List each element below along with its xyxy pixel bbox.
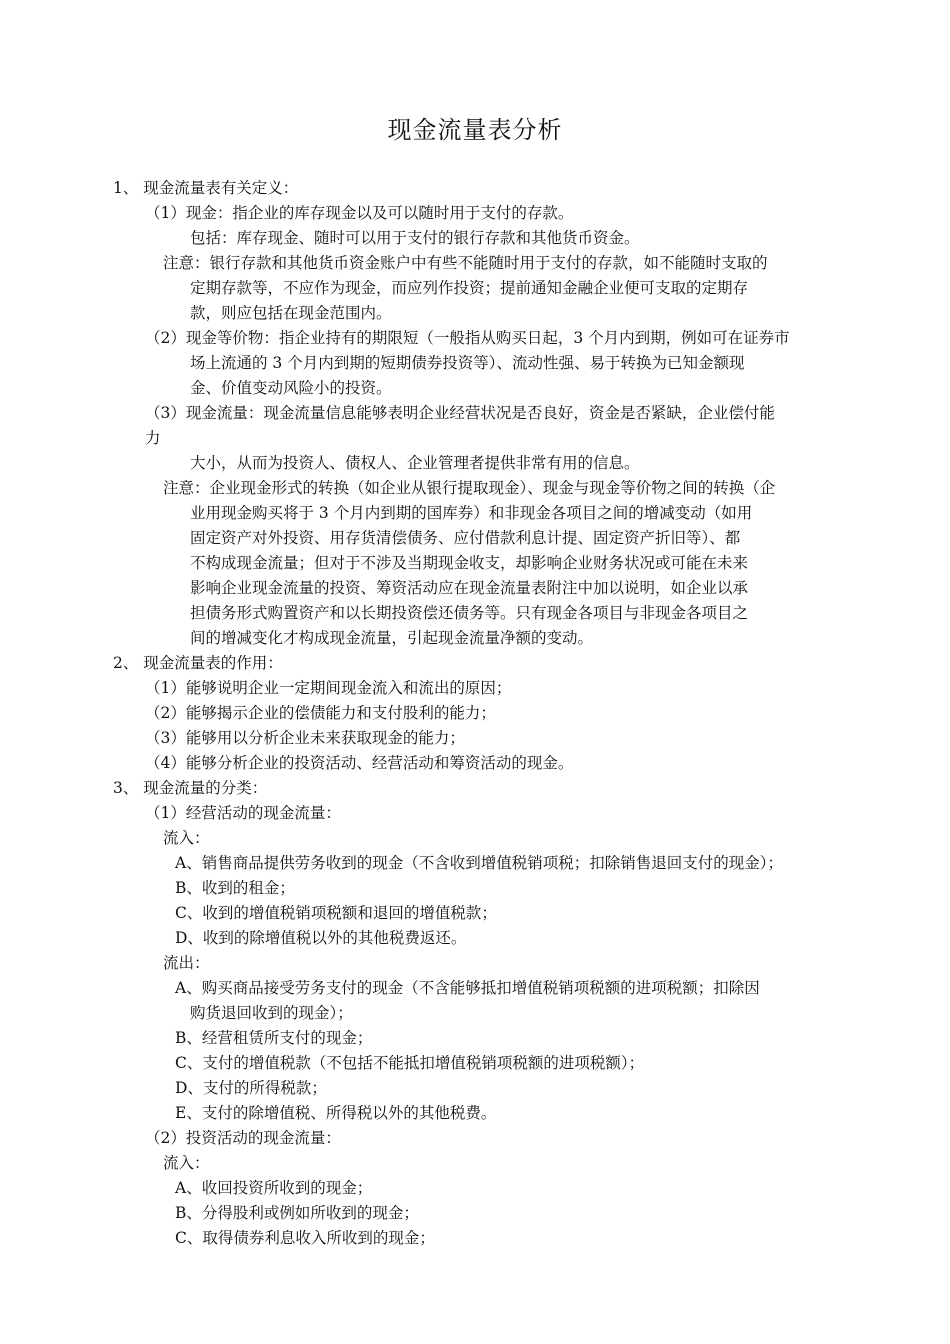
text-line: 款，则应包括在现金范围内。 — [190, 304, 392, 322]
text-line: （3）现金流量：现金流量信息能够表明企业经营状况是否良好，资金是否紧缺，企业偿付能 — [145, 404, 775, 422]
text-line: 2、 现金流量表的作用： — [113, 654, 283, 672]
text-line: 注意：企业现金形式的转换（如企业从银行提取现金）、现金与现金等价物之间的转换（企 — [163, 479, 776, 497]
text-line: 间的增减变化才构成现金流量，引起现金流量净额的变动。 — [190, 629, 594, 647]
text-line: （3）能够用以分析企业未来获取现金的能力； — [145, 729, 465, 747]
text-line: （2）能够揭示企业的偿债能力和支付股利的能力； — [145, 704, 496, 722]
text-line: 包括：库存现金、随时可以用于支付的银行存款和其他货币资金。 — [190, 229, 640, 247]
text-line: 大小，从而为投资人、债权人、企业管理者提供非常有用的信息。 — [190, 454, 640, 472]
text-line: 担债务形式购置资产和以长期投资偿还债务等。只有现金各项目与非现金各项目之 — [190, 604, 749, 622]
text-line: 流入： — [163, 829, 210, 847]
text-line: C、收到的增值税销项税额和退回的增值税款； — [175, 904, 497, 922]
text-line: A、销售商品提供劳务收到的现金（不含收到增值税销项税；扣除销售退回支付的现金）； — [175, 854, 783, 872]
text-line: （2）投资活动的现金流量： — [145, 1129, 341, 1147]
text-line: （4）能够分析企业的投资活动、经营活动和筹资活动的现金。 — [145, 754, 574, 772]
text-line: 影响企业现金流量的投资、筹资活动应在现金流量表附注中加以说明，如企业以承 — [190, 579, 749, 597]
text-line: （2）现金等价物：指企业持有的期限短（一般指从购买日起，3 个月内到期，例如可在证券市 — [145, 329, 790, 347]
text-line: C、支付的增值税款（不包括不能抵扣增值税销项税额的进项税额）； — [175, 1054, 645, 1072]
text-line: 定期存款等，不应作为现金，而应列作投资；提前通知金融企业便可支取的定期存 — [190, 279, 749, 297]
text-line: 力 — [145, 429, 161, 447]
text-line: 场上流通的 3 个月内到期的短期债券投资等）、流动性强、易于转换为已知金额现 — [190, 354, 745, 372]
text-line: 金、价值变动风险小的投资。 — [190, 379, 392, 397]
text-line: A、购买商品接受劳务支付的现金（不含能够抵扣增值税销项税额的进项税额；扣除因 — [175, 979, 760, 997]
text-line: D、支付的所得税款； — [175, 1079, 327, 1097]
text-line: 固定资产对外投资、用存货清偿债务、应付借款利息计提、固定资产折旧等）、都 — [190, 529, 741, 547]
text-line: （1）经营活动的现金流量： — [145, 804, 341, 822]
text-line: B、分得股利或例如所收到的现金； — [175, 1204, 419, 1222]
text-line: 流出： — [163, 954, 210, 972]
text-line: 注意：银行存款和其他货币资金账户中有些不能随时用于支付的存款，如不能随时支取的 — [163, 254, 768, 272]
text-line: A、收回投资所收到的现金； — [175, 1179, 373, 1197]
text-line: C、取得债券利息收入所收到的现金； — [175, 1229, 435, 1247]
page-title: 现金流量表分析 — [387, 116, 563, 144]
text-line: 业用现金购买将于 3 个月内到期的国库券）和非现金各项目之间的增减变动（如用 — [190, 504, 753, 522]
text-line: （1）现金：指企业的库存现金以及可以随时用于支付的存款。 — [145, 204, 574, 222]
text-line: D、收到的除增值税以外的其他税费返还。 — [175, 929, 467, 947]
text-line: E、支付的除增值税、所得税以外的其他税费。 — [175, 1104, 497, 1122]
text-line: 流入： — [163, 1154, 210, 1172]
text-line: 1、 现金流量表有关定义： — [113, 179, 299, 197]
text-line: （1）能够说明企业一定期间现金流入和流出的原因； — [145, 679, 512, 697]
text-line: 3、 现金流量的分类： — [113, 779, 268, 797]
text-line: B、经营租赁所支付的现金； — [175, 1029, 373, 1047]
text-line: 购货退回收到的现金）； — [190, 1004, 353, 1022]
text-line: 不构成现金流量；但对于不涉及当期现金收支，却影响企业财务状况或可能在未来 — [190, 554, 749, 572]
text-line: B、收到的租金； — [175, 879, 295, 897]
